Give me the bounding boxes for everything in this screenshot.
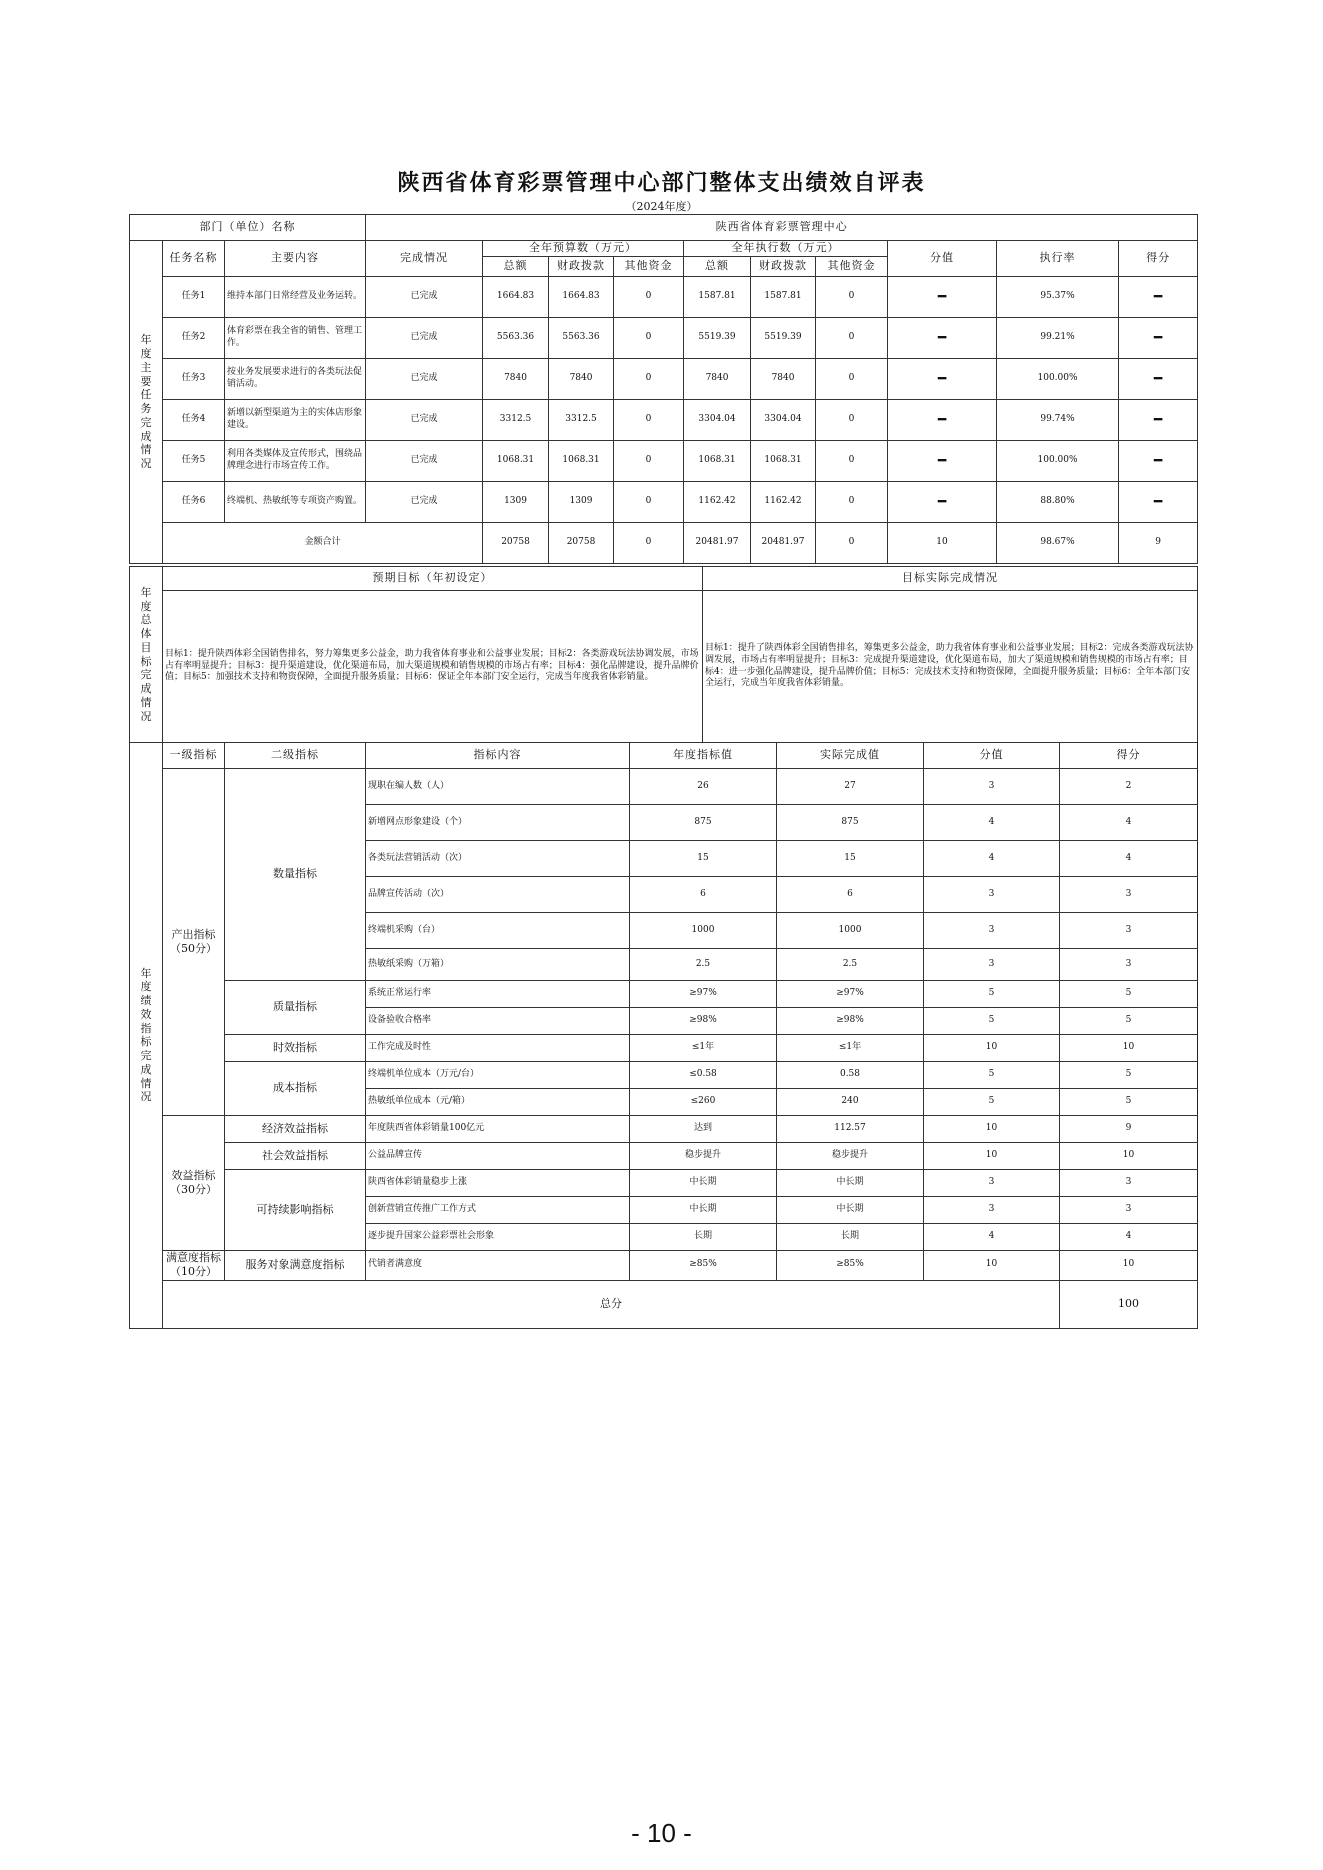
header-exec-rate: 执行率 xyxy=(997,241,1119,277)
score-value: ━ xyxy=(888,482,997,523)
indicator-value: 10 xyxy=(924,1251,1060,1281)
header-exec-group: 全年执行数（万元） xyxy=(684,241,888,257)
service-indicator-label: 服务对象满意度指标 xyxy=(225,1251,366,1281)
task-row xyxy=(130,359,1198,400)
cost-indicator-label: 成本指标 xyxy=(225,1062,366,1116)
budget-fiscal: 20758 xyxy=(549,523,614,564)
dept-label: 部门（单位）名称 xyxy=(130,215,366,241)
indicator-content: 公益品牌宣传 xyxy=(366,1143,630,1170)
indicator-row xyxy=(130,1251,1198,1281)
score-value: ━ xyxy=(888,318,997,359)
indicator-content: 热敏纸采购（万箱） xyxy=(366,949,630,981)
budget-total: 3312.5 xyxy=(483,400,549,441)
indicator-value: 5 xyxy=(924,981,1060,1008)
task-content: 新增以新型渠道为主的实体店形象建设。 xyxy=(225,400,366,441)
quality-indicator-label: 质量指标 xyxy=(225,981,366,1035)
exec-rate: 95.37% xyxy=(997,277,1119,318)
task-status: 已完成 xyxy=(366,482,483,523)
exec-rate: 100.00% xyxy=(997,359,1119,400)
expected-goal-text: 目标1：提升陕西体彩全国销售排名，努力筹集更多公益金，助力我省体育事业和公益事业发展；目标2：各类游戏玩法协调发展，市场占有率明显提升；目标3：提升渠道建设，优化渠道布局，加大渠道规模和销售规模的市场占有率；目标4：强化品牌建设，提升品牌价值；目标5：加强技术支持和物资保障，全面提升服务质量；目标6：保证全年本部门安全运行，完成当年度我省体彩销量。 xyxy=(163,591,703,743)
indicator-score: 5 xyxy=(1060,1008,1198,1035)
indicator-target: 26 xyxy=(630,769,777,805)
exec-rate: 99.74% xyxy=(997,400,1119,441)
exec-total: 1587.81 xyxy=(684,277,751,318)
indicator-target: 1000 xyxy=(630,913,777,949)
budget-fiscal: 1068.31 xyxy=(549,441,614,482)
indicators-table xyxy=(129,742,1198,1329)
task-row xyxy=(130,400,1198,441)
budget-other: 0 xyxy=(614,441,684,482)
budget-total: 20758 xyxy=(483,523,549,564)
indicator-content: 年度陕西省体彩销量100亿元 xyxy=(366,1116,630,1143)
indicator-content: 系统正常运行率 xyxy=(366,981,630,1008)
indicator-content: 工作完成及时性 xyxy=(366,1035,630,1062)
indicator-actual: 240 xyxy=(777,1089,924,1116)
header-level1: 一级指标 xyxy=(163,743,225,769)
indicator-actual: 中长期 xyxy=(777,1197,924,1224)
indicator-target: 6 xyxy=(630,877,777,913)
score: ━ xyxy=(1119,482,1198,523)
exec-other: 0 xyxy=(816,523,888,564)
score: ━ xyxy=(1119,277,1198,318)
task-row xyxy=(130,441,1198,482)
header-budget-total: 总额 xyxy=(483,257,549,277)
indicator-value: 3 xyxy=(924,1197,1060,1224)
header-exec-other: 其他资金 xyxy=(816,257,888,277)
indicator-target: 中长期 xyxy=(630,1170,777,1197)
indicator-target: ≥85% xyxy=(630,1251,777,1281)
indicator-actual: 稳步提升 xyxy=(777,1143,924,1170)
indicator-target: ≤0.58 xyxy=(630,1062,777,1089)
budget-other: 0 xyxy=(614,400,684,441)
indicator-score: 4 xyxy=(1060,1224,1198,1251)
indicators-side-label: 年度绩效指标完成情况 xyxy=(130,743,163,1329)
budget-total: 1068.31 xyxy=(483,441,549,482)
score: ━ xyxy=(1119,441,1198,482)
header-indicator-content: 指标内容 xyxy=(366,743,630,769)
header-task-name: 任务名称 xyxy=(163,241,225,277)
tasks-side-label: 年度主要任务完成情况 xyxy=(130,241,163,564)
economic-indicator-label: 经济效益指标 xyxy=(225,1116,366,1143)
indicator-actual: 112.57 xyxy=(777,1116,924,1143)
task-status: 已完成 xyxy=(366,359,483,400)
indicator-row xyxy=(130,1035,1198,1062)
budget-total: 5563.36 xyxy=(483,318,549,359)
indicator-content: 设备验收合格率 xyxy=(366,1008,630,1035)
indicator-content: 陕西省体彩销量稳步上涨 xyxy=(366,1170,630,1197)
dept-value: 陕西省体育彩票管理中心 xyxy=(366,215,1198,241)
indicator-value: 3 xyxy=(924,949,1060,981)
header-value: 分值 xyxy=(924,743,1060,769)
exec-rate: 99.21% xyxy=(997,318,1119,359)
exec-rate: 100.00% xyxy=(997,441,1119,482)
exec-other: 0 xyxy=(816,482,888,523)
task-total-row xyxy=(130,523,1198,564)
indicator-score: 3 xyxy=(1060,877,1198,913)
header-budget-fiscal: 财政拨款 xyxy=(549,257,614,277)
indicator-row xyxy=(130,981,1198,1008)
indicator-row xyxy=(130,1062,1198,1089)
score: ━ xyxy=(1119,318,1198,359)
indicator-actual: 875 xyxy=(777,805,924,841)
header-target: 年度指标值 xyxy=(630,743,777,769)
indicator-content: 热敏纸单位成本（元/箱） xyxy=(366,1089,630,1116)
indicator-target: 15 xyxy=(630,841,777,877)
indicator-target: ≤260 xyxy=(630,1089,777,1116)
exec-total: 20481.97 xyxy=(684,523,751,564)
indicator-actual: ≥97% xyxy=(777,981,924,1008)
indicator-score: 10 xyxy=(1060,1251,1198,1281)
budget-fiscal: 1309 xyxy=(549,482,614,523)
quantity-indicator-label: 数量指标 xyxy=(225,769,366,981)
exec-total: 5519.39 xyxy=(684,318,751,359)
header-budget-other: 其他资金 xyxy=(614,257,684,277)
indicator-score: 4 xyxy=(1060,805,1198,841)
task-content: 终端机、热敏纸等专项资产购置。 xyxy=(225,482,366,523)
indicator-value: 10 xyxy=(924,1143,1060,1170)
task-row xyxy=(130,277,1198,318)
exec-total: 7840 xyxy=(684,359,751,400)
task-status: 已完成 xyxy=(366,441,483,482)
timeliness-indicator-label: 时效指标 xyxy=(225,1035,366,1062)
expected-goal-header: 预期目标（年初设定） xyxy=(163,567,703,591)
budget-total: 1664.83 xyxy=(483,277,549,318)
grand-total-value: 100 xyxy=(1060,1280,1198,1328)
budget-fiscal: 1664.83 xyxy=(549,277,614,318)
indicator-content: 逐步提升国家公益彩票社会形象 xyxy=(366,1224,630,1251)
task-name: 任务3 xyxy=(163,359,225,400)
indicator-row xyxy=(130,1116,1198,1143)
indicator-value: 3 xyxy=(924,877,1060,913)
indicator-score: 5 xyxy=(1060,1089,1198,1116)
header-level2: 二级指标 xyxy=(225,743,366,769)
indicator-score: 5 xyxy=(1060,981,1198,1008)
task-content: 体育彩票在我全省的销售、管理工作。 xyxy=(225,318,366,359)
indicator-score: 10 xyxy=(1060,1143,1198,1170)
header-exec-total: 总额 xyxy=(684,257,751,277)
header-actual: 实际完成值 xyxy=(777,743,924,769)
indicator-value: 3 xyxy=(924,913,1060,949)
indicator-score: 3 xyxy=(1060,913,1198,949)
indicator-row xyxy=(130,769,1198,805)
indicator-actual: ≤1年 xyxy=(777,1035,924,1062)
budget-other: 0 xyxy=(614,359,684,400)
indicator-content: 终端机采购（台） xyxy=(366,913,630,949)
grand-total-row xyxy=(130,1280,1198,1328)
budget-other: 0 xyxy=(614,318,684,359)
sustain-indicator-label: 可持续影响指标 xyxy=(225,1170,366,1251)
exec-other: 0 xyxy=(816,277,888,318)
indicator-value: 5 xyxy=(924,1062,1060,1089)
task-row xyxy=(130,482,1198,523)
indicator-score: 5 xyxy=(1060,1062,1198,1089)
indicator-actual: 6 xyxy=(777,877,924,913)
grand-total-label: 总分 xyxy=(163,1280,1060,1328)
indicator-value: 3 xyxy=(924,769,1060,805)
indicator-actual: 1000 xyxy=(777,913,924,949)
exec-other: 0 xyxy=(816,400,888,441)
indicator-target: 达到 xyxy=(630,1116,777,1143)
benefit-indicator-label: 效益指标（30分） xyxy=(163,1116,225,1251)
indicator-score: 3 xyxy=(1060,949,1198,981)
indicator-target: 稳步提升 xyxy=(630,1143,777,1170)
actual-goal-text: 目标1：提升了陕西体彩全国销售排名，筹集更多公益金，助力我省体育事业和公益事业发展；目标2：完成各类游戏玩法协调发展，市场占有率明显提升；目标3：完成提升渠道建设，优化渠道布局，加大了渠道规模和销售规模的市场占有率；目标4：进一步强化品牌建设，提升品牌价值；目标5：完成技术支持和物资保障，全面提升服务质量；目标6：全年本部门安全运行，完成当年度我省体彩销量。 xyxy=(703,591,1198,743)
exec-fiscal: 5519.39 xyxy=(751,318,816,359)
budget-total: 7840 xyxy=(483,359,549,400)
indicator-target: 2.5 xyxy=(630,949,777,981)
budget-other: 0 xyxy=(614,482,684,523)
exec-total: 3304.04 xyxy=(684,400,751,441)
indicator-actual: 2.5 xyxy=(777,949,924,981)
score-value: ━ xyxy=(888,359,997,400)
indicator-value: 10 xyxy=(924,1035,1060,1062)
budget-fiscal: 7840 xyxy=(549,359,614,400)
indicator-content: 创新营销宣传推广工作方式 xyxy=(366,1197,630,1224)
indicator-score: 10 xyxy=(1060,1035,1198,1062)
header-status: 完成情况 xyxy=(366,241,483,277)
indicator-actual: ≥85% xyxy=(777,1251,924,1281)
task-name: 任务6 xyxy=(163,482,225,523)
indicator-value: 10 xyxy=(924,1116,1060,1143)
budget-other: 0 xyxy=(614,523,684,564)
task-content: 按业务发展要求进行的各类玩法促销活动。 xyxy=(225,359,366,400)
indicator-value: 4 xyxy=(924,841,1060,877)
indicator-content: 终端机单位成本（万元/台） xyxy=(366,1062,630,1089)
exec-other: 0 xyxy=(816,318,888,359)
score-value: ━ xyxy=(888,441,997,482)
exec-fiscal: 1068.31 xyxy=(751,441,816,482)
page-number: - 10 - xyxy=(631,1818,692,1848)
exec-fiscal: 7840 xyxy=(751,359,816,400)
header-score-value: 分值 xyxy=(888,241,997,277)
page-title: 陕西省体育彩票管理中心部门整体支出绩效自评表 xyxy=(397,170,926,196)
exec-fiscal: 1162.42 xyxy=(751,482,816,523)
indicator-actual: 中长期 xyxy=(777,1170,924,1197)
budget-fiscal: 3312.5 xyxy=(549,400,614,441)
score: ━ xyxy=(1119,359,1198,400)
indicator-value: 4 xyxy=(924,1224,1060,1251)
indicator-score: 9 xyxy=(1060,1116,1198,1143)
task-name: 任务1 xyxy=(163,277,225,318)
indicator-content: 现职在编人数（人） xyxy=(366,769,630,805)
indicator-target: 长期 xyxy=(630,1224,777,1251)
header-exec-fiscal: 财政拨款 xyxy=(751,257,816,277)
score: ━ xyxy=(1119,400,1198,441)
indicator-content: 各类玩法营销活动（次） xyxy=(366,841,630,877)
indicator-content: 新增网点形象建设（个） xyxy=(366,805,630,841)
budget-fiscal: 5563.36 xyxy=(549,318,614,359)
indicator-actual: 27 xyxy=(777,769,924,805)
indicator-value: 5 xyxy=(924,1089,1060,1116)
header-score: 得分 xyxy=(1119,241,1198,277)
actual-goal-header: 目标实际完成情况 xyxy=(703,567,1198,591)
task-row xyxy=(130,318,1198,359)
header-content: 主要内容 xyxy=(225,241,366,277)
indicator-row xyxy=(130,1143,1198,1170)
task-status: 已完成 xyxy=(366,277,483,318)
indicator-score: 4 xyxy=(1060,841,1198,877)
indicator-actual: 长期 xyxy=(777,1224,924,1251)
total-label: 金额合计 xyxy=(163,523,483,564)
indicator-target: ≤1年 xyxy=(630,1035,777,1062)
year-label: （2024年度） xyxy=(625,200,698,213)
exec-total: 1068.31 xyxy=(684,441,751,482)
satisfaction-indicator-label: 满意度指标（10分） xyxy=(163,1251,225,1281)
indicator-content: 代销者满意度 xyxy=(366,1251,630,1281)
task-name: 任务4 xyxy=(163,400,225,441)
indicator-value: 4 xyxy=(924,805,1060,841)
indicator-score: 2 xyxy=(1060,769,1198,805)
exec-rate: 88.80% xyxy=(997,482,1119,523)
exec-fiscal: 1587.81 xyxy=(751,277,816,318)
indicator-score: 3 xyxy=(1060,1170,1198,1197)
task-content: 利用各类媒体及宣传形式，围绕品牌理念进行市场宣传工作。 xyxy=(225,441,366,482)
task-status: 已完成 xyxy=(366,400,483,441)
score-value: ━ xyxy=(888,277,997,318)
indicator-actual: 0.58 xyxy=(777,1062,924,1089)
indicator-content: 品牌宣传活动（次） xyxy=(366,877,630,913)
output-indicator-label: 产出指标（50分） xyxy=(163,769,225,1116)
indicator-actual: 15 xyxy=(777,841,924,877)
header-score: 得分 xyxy=(1060,743,1198,769)
score-value: 10 xyxy=(888,523,997,564)
indicator-value: 5 xyxy=(924,1008,1060,1035)
task-name: 任务2 xyxy=(163,318,225,359)
exec-fiscal: 20481.97 xyxy=(751,523,816,564)
exec-rate: 98.67% xyxy=(997,523,1119,564)
indicator-actual: ≥98% xyxy=(777,1008,924,1035)
header-budget-group: 全年预算数（万元） xyxy=(483,241,684,257)
task-name: 任务5 xyxy=(163,441,225,482)
indicator-target: 中长期 xyxy=(630,1197,777,1224)
indicator-target: ≥98% xyxy=(630,1008,777,1035)
indicator-target: ≥97% xyxy=(630,981,777,1008)
score: 9 xyxy=(1119,523,1198,564)
goals-side-label: 年度总体目标完成情况 xyxy=(130,567,163,743)
exec-other: 0 xyxy=(816,441,888,482)
goals-table xyxy=(129,566,1198,743)
social-indicator-label: 社会效益指标 xyxy=(225,1143,366,1170)
tasks-table xyxy=(129,214,1198,564)
budget-total: 1309 xyxy=(483,482,549,523)
indicator-value: 3 xyxy=(924,1170,1060,1197)
budget-other: 0 xyxy=(614,277,684,318)
task-content: 维持本部门日常经营及业务运转。 xyxy=(225,277,366,318)
exec-fiscal: 3304.04 xyxy=(751,400,816,441)
indicator-target: 875 xyxy=(630,805,777,841)
exec-total: 1162.42 xyxy=(684,482,751,523)
score-value: ━ xyxy=(888,400,997,441)
exec-other: 0 xyxy=(816,359,888,400)
indicator-score: 3 xyxy=(1060,1197,1198,1224)
task-status: 已完成 xyxy=(366,318,483,359)
indicator-row xyxy=(130,1170,1198,1197)
